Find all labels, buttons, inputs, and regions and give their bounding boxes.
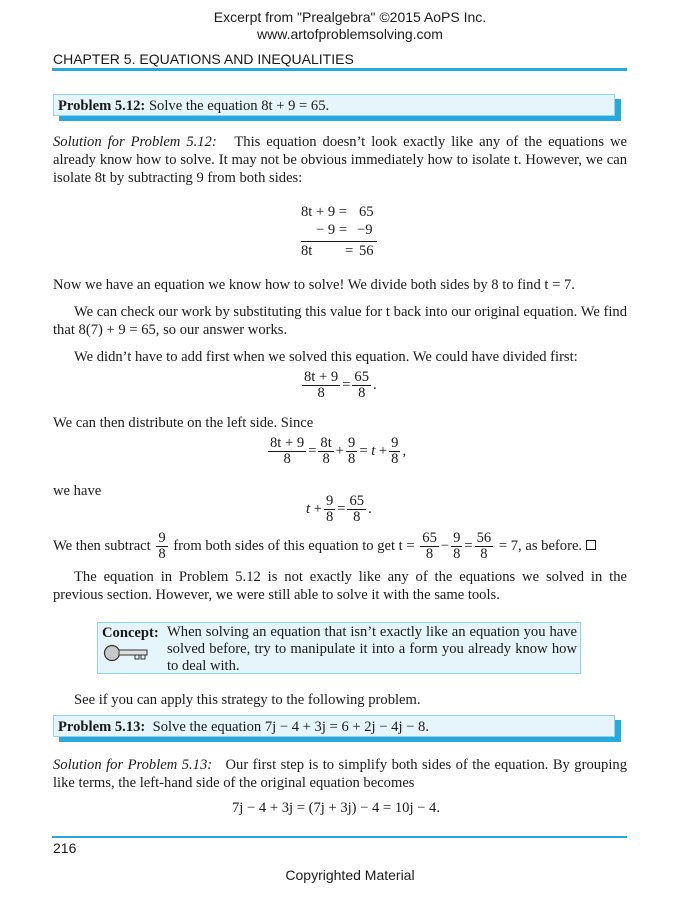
solution-intro-text: Our first step is to simplify both sides of the equation. By grouping like terms, the left-hand side of the original equation becomes	[53, 757, 627, 791]
problem-text: Solve the equation	[148, 98, 262, 114]
paragraph-subtract: We then subtract $\frac{9}{8}$ from both sides of this equation to get t = $\frac{65}{8}$ − $\frac{9}{8}$ = $\frac{56}{8}$ = 7, as before.	[53, 531, 596, 562]
text: We then subtract	[53, 537, 151, 554]
frac-num: 65	[422, 530, 437, 546]
frac-num: 9	[391, 435, 399, 451]
frac-den: 8	[453, 546, 461, 562]
chapter-title: CHAPTER 5. EQUATIONS AND INEQUALITIES	[53, 51, 354, 67]
footer-divider	[52, 836, 627, 838]
solution-5-13-intro	[53, 756, 627, 792]
aligned-equation	[301, 204, 381, 258]
eq-row2-right: −9	[357, 222, 373, 238]
paragraph-check: We can check our work by substituting this value for t back into our original equation. We find that 8(7) + 9 = 65, so our answer works.	[53, 304, 627, 338]
solution-intro-text: This equation doesn’t look exactly like any of the equations we already know how to solve. It may not be obvious immediately how to isolate t. However, we can isolate 8t by subtracting 9 from both sides:	[53, 134, 627, 186]
page-number: 216	[53, 840, 77, 856]
paragraph-tools: The equation in Problem 5.12 is not exactly like any of the equations we solved in the previous section. However, we were still able to solve it with the same tools.	[53, 569, 627, 603]
problem-label: Problem 5.13:	[58, 719, 146, 735]
frac-num: 8t + 9	[270, 435, 305, 451]
frac-den: 8	[348, 451, 356, 467]
frac-den: 8	[322, 451, 330, 467]
frac-den: 8	[358, 385, 366, 401]
eq-row1-left: 8t + 9 =	[301, 204, 348, 220]
solution-label: Solution for Problem 5.13:	[53, 757, 213, 773]
frac-den: 8	[283, 451, 291, 467]
problem-text: Solve the equation	[152, 719, 265, 735]
problem-5-13-box	[53, 715, 615, 737]
text: from both sides of this equation to get t =	[173, 537, 415, 554]
eq-row3-left: 8t	[301, 243, 313, 259]
frac-num: 9	[158, 530, 166, 546]
paragraph-divide: Now we have an equation we know how to solve! We divide both sides by 8 to find t = 7.	[53, 277, 575, 293]
paragraph-distribute: We can then distribute on the left side. Since	[53, 415, 314, 431]
website-line: www.artofproblemsolving.com	[257, 26, 443, 42]
paragraph-transition: See if you can apply this strategy to the following problem.	[74, 692, 421, 708]
frac-num: 8t + 9	[304, 369, 339, 385]
frac-den: 8	[425, 546, 434, 562]
frac-num: 9	[325, 493, 334, 509]
concept-box	[97, 622, 581, 674]
excerpt-line: Excerpt from "Prealgebra" ©2015 AoPS Inc.	[213, 9, 487, 25]
frac-num: 56	[476, 530, 492, 546]
problem-label: Problem 5.12:	[58, 98, 146, 114]
frac-den: 8	[317, 385, 325, 401]
frac-num: 65	[349, 493, 365, 509]
frac-num: 65	[354, 369, 370, 385]
equation-grouping: 7j − 4 + 3j = (7j + 3j) − 4 = 10j − 4.	[232, 800, 441, 816]
paragraph-we-have: we have	[53, 483, 102, 499]
var-t: t	[306, 500, 311, 517]
eq-row2-left: − 9 =	[316, 222, 348, 238]
equation-divided: $\frac{8t + 9}{8}$ = $\frac{65}{8}$ .	[304, 369, 377, 401]
eq-row1-right: 65	[359, 204, 374, 220]
equation-distribute: $\frac{8t + 9}{8}$ = $\frac{8t}{8}$ + $\frac{9}{8}$ = t + $\frac{9}{8}$ ,	[270, 435, 407, 467]
qed-square-icon	[586, 540, 596, 550]
frac-num: 9	[453, 530, 461, 546]
paragraph-divide-first: We didn’t have to add first when we solved this equation. We could have divided first:	[74, 349, 578, 365]
frac-den: 8	[158, 546, 166, 562]
problem-equation: 8t + 9 = 65.	[261, 98, 330, 114]
frac-num: 8t	[320, 435, 332, 451]
eq-row3-right: 56	[359, 243, 374, 259]
concept-label: Concept:	[102, 625, 159, 641]
text: = 7, as before.	[498, 537, 583, 554]
copyright-notice: Copyrighted Material	[285, 867, 415, 883]
frac-den: 8	[391, 451, 399, 467]
key-icon	[103, 644, 151, 662]
sum-line	[301, 241, 377, 242]
frac-den: 8	[325, 509, 334, 525]
var-t: t	[371, 442, 376, 459]
frac-num: 9	[348, 435, 356, 451]
problem-equation: 7j − 4 + 3j = 6 + 2j − 4j − 8.	[264, 719, 429, 735]
eq-row3-eq: =	[345, 243, 354, 259]
solution-5-12-intro	[53, 133, 627, 187]
problem-5-12-box	[53, 94, 615, 116]
frac-den: 8	[480, 546, 488, 562]
header-divider	[52, 68, 627, 71]
frac-den: 8	[353, 509, 361, 525]
equation-have: t + $\frac{9}{8}$ = $\frac{65}{8}$ .	[306, 493, 372, 525]
concept-text: When solving an equation that isn’t exactly like an equation you have solved before, try to manipulate it into a form you already know how to deal with.	[167, 624, 577, 674]
solution-label: Solution for Problem 5.12:	[53, 134, 217, 150]
